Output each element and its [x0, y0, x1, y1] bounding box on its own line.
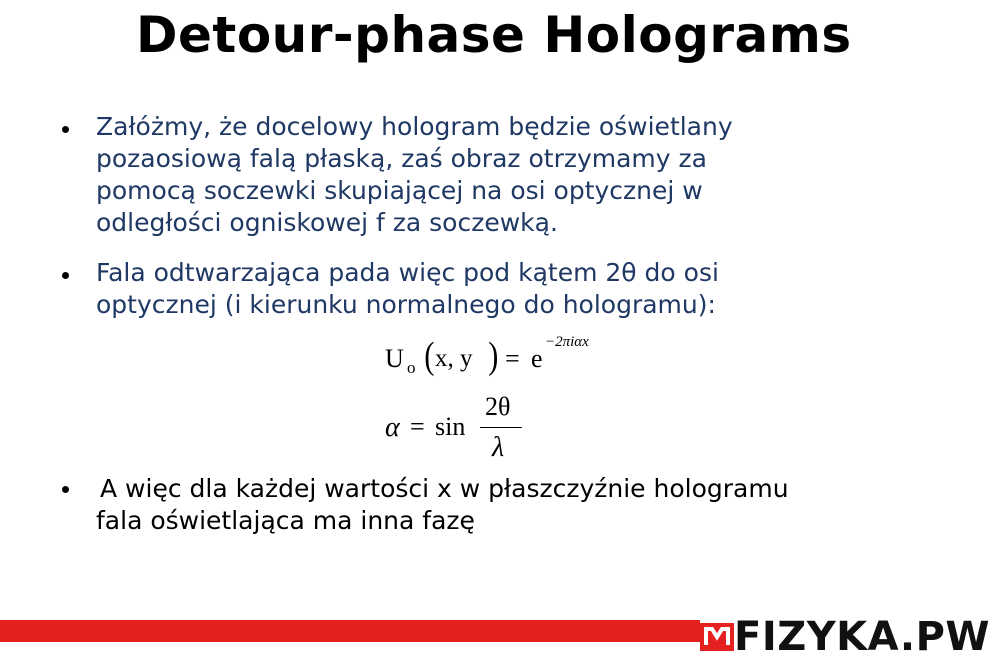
fizyka-logo-text: FIZYKA.PW — [734, 614, 990, 660]
eq2-sin: sin — [435, 412, 466, 441]
bullet-3-line-1: A więc dla każdej wartości x w płaszczyźnie hologramu — [100, 474, 789, 503]
eq1-exponent: −2πiαx — [545, 334, 589, 350]
bullet-2-line-2: optycznej (i kierunku normalnego do hologramu): — [96, 290, 716, 319]
eq2-denominator: λ — [492, 432, 505, 463]
eq1-base-e: e — [531, 344, 543, 373]
bullet-1-line-4: odległości ogniskowej f za soczewką. — [96, 208, 558, 237]
bullet-1-line-1: Załóżmy, że docelowy hologram będzie oświetlany — [96, 112, 733, 141]
eq1-subscript: o — [407, 358, 416, 377]
fizyka-logo-mark-icon — [700, 617, 734, 657]
eq2-equals: = — [410, 412, 425, 441]
bullet-1-text — [96, 111, 733, 239]
eq2-alpha: α — [385, 412, 400, 443]
bullet-1-line-3: pomocą soczewki skupiającej na osi optycznej w — [96, 176, 703, 205]
eq1-arguments: x, y — [435, 345, 473, 372]
bullet-2-text — [96, 257, 719, 321]
equation-alpha — [385, 392, 545, 464]
fizyka-logo[interactable] — [700, 612, 990, 662]
eq1-right-paren: ) — [488, 335, 499, 377]
eq1-equals: = — [505, 344, 520, 373]
bullet-3-text — [96, 473, 789, 537]
bullet-3-line-2: fala oświetlająca ma inna fazę — [96, 506, 475, 535]
bullet-3-dot — [62, 486, 69, 493]
footer-red-bar — [0, 620, 700, 642]
equation-plane-wave — [385, 336, 615, 384]
bullet-2-line-1: Fala odtwarzająca pada więc pod kątem 2θ do osi — [96, 258, 719, 287]
eq2-fraction-bar — [480, 427, 522, 428]
eq1-symbol-u: U — [385, 344, 404, 373]
bullet-2-dot — [62, 272, 69, 279]
eq2-numerator: 2θ — [485, 392, 511, 421]
bullet-1-dot — [62, 126, 69, 133]
eq1-left-paren: ( — [424, 335, 435, 377]
slide-title: Detour-phase Holograms — [136, 6, 852, 64]
bullet-1-line-2: pozaosiową falą płaską, zaś obraz otrzymamy za — [96, 144, 707, 173]
